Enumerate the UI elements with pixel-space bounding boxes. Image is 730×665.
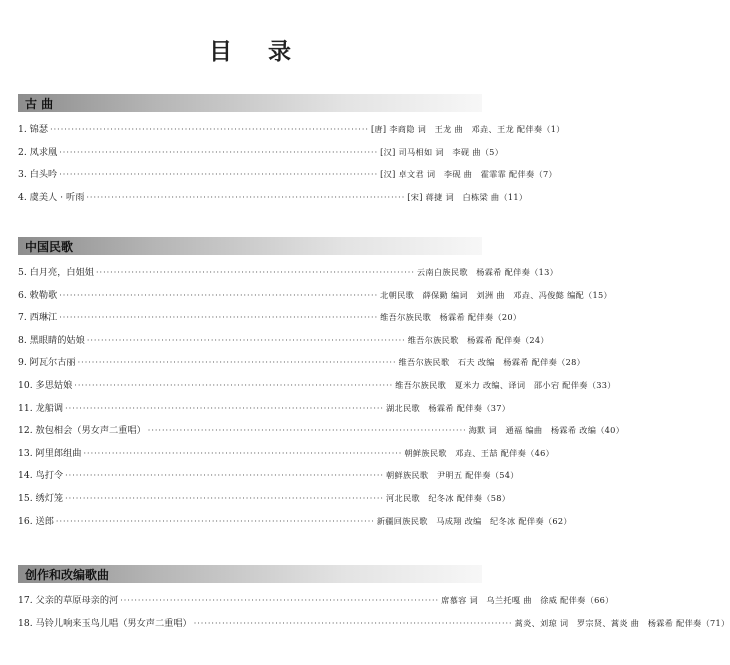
entry-title: 7. 西琳江 bbox=[18, 312, 58, 324]
entry-title: 12. 敖包相会（男女声二重唱） bbox=[18, 425, 146, 437]
dot-leader: ·························································································· bbox=[65, 403, 384, 413]
toc-entry[interactable] bbox=[18, 592, 614, 615]
entry-credits: [汉] 卓文君 词 李砚 曲 霍霏霏 配伴奏（7） bbox=[380, 169, 558, 180]
toc-entry[interactable] bbox=[18, 287, 613, 310]
entry-credits: [唐] 李商隐 词 王龙 曲 邓垚、王龙 配伴奏（1） bbox=[370, 124, 565, 134]
entry-title: 1. 锦瑟 bbox=[18, 124, 49, 135]
entry-credits: 北朝民歌 薛保勤 编词 刘洲 曲 邓垚、冯俊懿 编配（15） bbox=[380, 289, 613, 300]
entry-title: 9. 阿瓦尔古丽 bbox=[18, 357, 76, 369]
dot-leader: ·························································································· bbox=[55, 516, 375, 526]
dot-leader: ·························································································· bbox=[59, 147, 379, 157]
dot-leader: ·························································································· bbox=[59, 313, 379, 323]
entry-title: 15. 绣灯笼 bbox=[18, 492, 64, 504]
dot-leader: ·························································································· bbox=[59, 290, 379, 300]
section-original-arranged bbox=[18, 565, 730, 637]
dot-leader: ·························································································· bbox=[74, 380, 394, 390]
toc-entry[interactable] bbox=[18, 615, 730, 638]
toc-entry[interactable] bbox=[18, 490, 511, 513]
entry-title: 4. 虞美人 · 听雨 bbox=[18, 191, 85, 203]
dot-leader: ·························································································· bbox=[96, 268, 415, 277]
entry-credits: 朝鲜族民歌 尹明五 配伴奏（54） bbox=[385, 470, 519, 481]
dot-leader: ·························································································· bbox=[50, 125, 369, 134]
entry-title: 3. 白头吟 bbox=[18, 169, 58, 181]
entry-title: 13. 阿里郎组曲 bbox=[18, 447, 82, 459]
toc-entry[interactable] bbox=[18, 309, 522, 332]
entry-title: 16. 送郎 bbox=[18, 515, 54, 527]
toc-entry[interactable] bbox=[18, 166, 558, 189]
entry-credits: 维吾尔族民歌 杨霖希 配伴奏（24） bbox=[407, 334, 549, 345]
section-heading: 古 曲 bbox=[25, 97, 54, 111]
entry-title: 11. 龙船调 bbox=[18, 402, 64, 414]
toc-entry[interactable] bbox=[18, 467, 519, 490]
toc-entry[interactable] bbox=[18, 144, 504, 167]
entry-title: 6. 敕勒歌 bbox=[18, 289, 58, 301]
dot-leader: ·························································································· bbox=[77, 358, 397, 368]
section-header-band bbox=[18, 565, 482, 583]
section-heading: 中国民歌 bbox=[25, 240, 74, 254]
entry-credits: [宋] 蒋捷 词 白栋梁 曲（11） bbox=[407, 191, 528, 202]
toc-entry[interactable] bbox=[18, 354, 586, 377]
section-folk-songs bbox=[18, 237, 625, 535]
entry-credits: 河北民歌 纪冬冰 配伴奏（58） bbox=[385, 492, 511, 503]
section-ancient bbox=[18, 94, 565, 211]
toc-entry[interactable] bbox=[18, 121, 565, 144]
entry-title: 18. 马铃儿响来玉鸟儿唱（男女声二重唱） bbox=[18, 617, 192, 629]
entry-title: 2. 凤求凰 bbox=[18, 146, 58, 158]
entry-title: 8. 黑眼睛的姑娘 bbox=[18, 334, 85, 346]
dot-leader: ·························································································· bbox=[59, 170, 379, 180]
entry-credits: 云南白族民歌 杨霖希 配伴奏（13） bbox=[416, 267, 559, 277]
page-title: 目 录 bbox=[208, 39, 305, 65]
toc-entry[interactable] bbox=[18, 422, 625, 445]
toc-entry[interactable] bbox=[18, 513, 572, 536]
entry-title: 14. 鸟打令 bbox=[18, 470, 64, 482]
dot-leader: ·························································································· bbox=[65, 471, 384, 481]
dot-leader: ·························································································· bbox=[86, 335, 406, 345]
section-heading: 创作和改编歌曲 bbox=[25, 568, 110, 582]
dot-leader: ·························································································· bbox=[86, 192, 406, 202]
entry-credits: 维吾尔族民歌 夏米力 改编、译词 邵小宕 配伴奏（33） bbox=[395, 379, 616, 390]
entry-credits: 维吾尔族民歌 杨霖希 配伴奏（20） bbox=[380, 312, 522, 323]
entry-credits: 朝鲜族民歌 邓垚、王喆 配伴奏（46） bbox=[404, 447, 555, 458]
entry-title: 5. 白月亮，白姐姐 bbox=[18, 267, 94, 278]
section-header-band bbox=[18, 94, 482, 112]
toc-entry[interactable] bbox=[18, 189, 528, 212]
entry-credits: 湖北民歌 杨霖希 配伴奏（37） bbox=[385, 402, 511, 413]
entry-credits: [汉] 司马相如 词 李砚 曲（5） bbox=[380, 146, 504, 157]
dot-leader: ·························································································· bbox=[65, 493, 384, 503]
toc-entry[interactable] bbox=[18, 445, 555, 468]
toc-entry[interactable] bbox=[18, 377, 616, 400]
entry-credits: 新疆回族民歌 马成翔 改编 纪冬冰 配伴奏（62） bbox=[376, 515, 572, 526]
dot-leader: ·························································································· bbox=[147, 426, 467, 436]
toc-entry[interactable] bbox=[18, 332, 549, 355]
entry-credits: 蒿炎、刘琼 词 罗宗贤、蒿炎 曲 杨霖希 配伴奏（71） bbox=[514, 617, 730, 628]
entry-title: 17. 父亲的草原母亲的河 bbox=[18, 595, 119, 606]
toc-entry[interactable] bbox=[18, 264, 559, 287]
entry-credits: 海默 词 通福 编曲 杨霖希 改编（40） bbox=[468, 425, 625, 436]
entry-credits: 维吾尔族民歌 石夫 改编 杨霖希 配伴奏（28） bbox=[398, 357, 586, 368]
entry-title: 10. 多思姑娘 bbox=[18, 379, 73, 391]
dot-leader: ·························································································· bbox=[193, 618, 513, 628]
toc-entry[interactable] bbox=[18, 400, 511, 423]
dot-leader: ·························································································· bbox=[83, 448, 403, 458]
entry-credits: 席慕容 词 乌兰托嘎 曲 徐威 配伴奏（66） bbox=[441, 595, 614, 605]
dot-leader: ·························································································· bbox=[120, 596, 440, 605]
section-header-band bbox=[18, 237, 482, 255]
